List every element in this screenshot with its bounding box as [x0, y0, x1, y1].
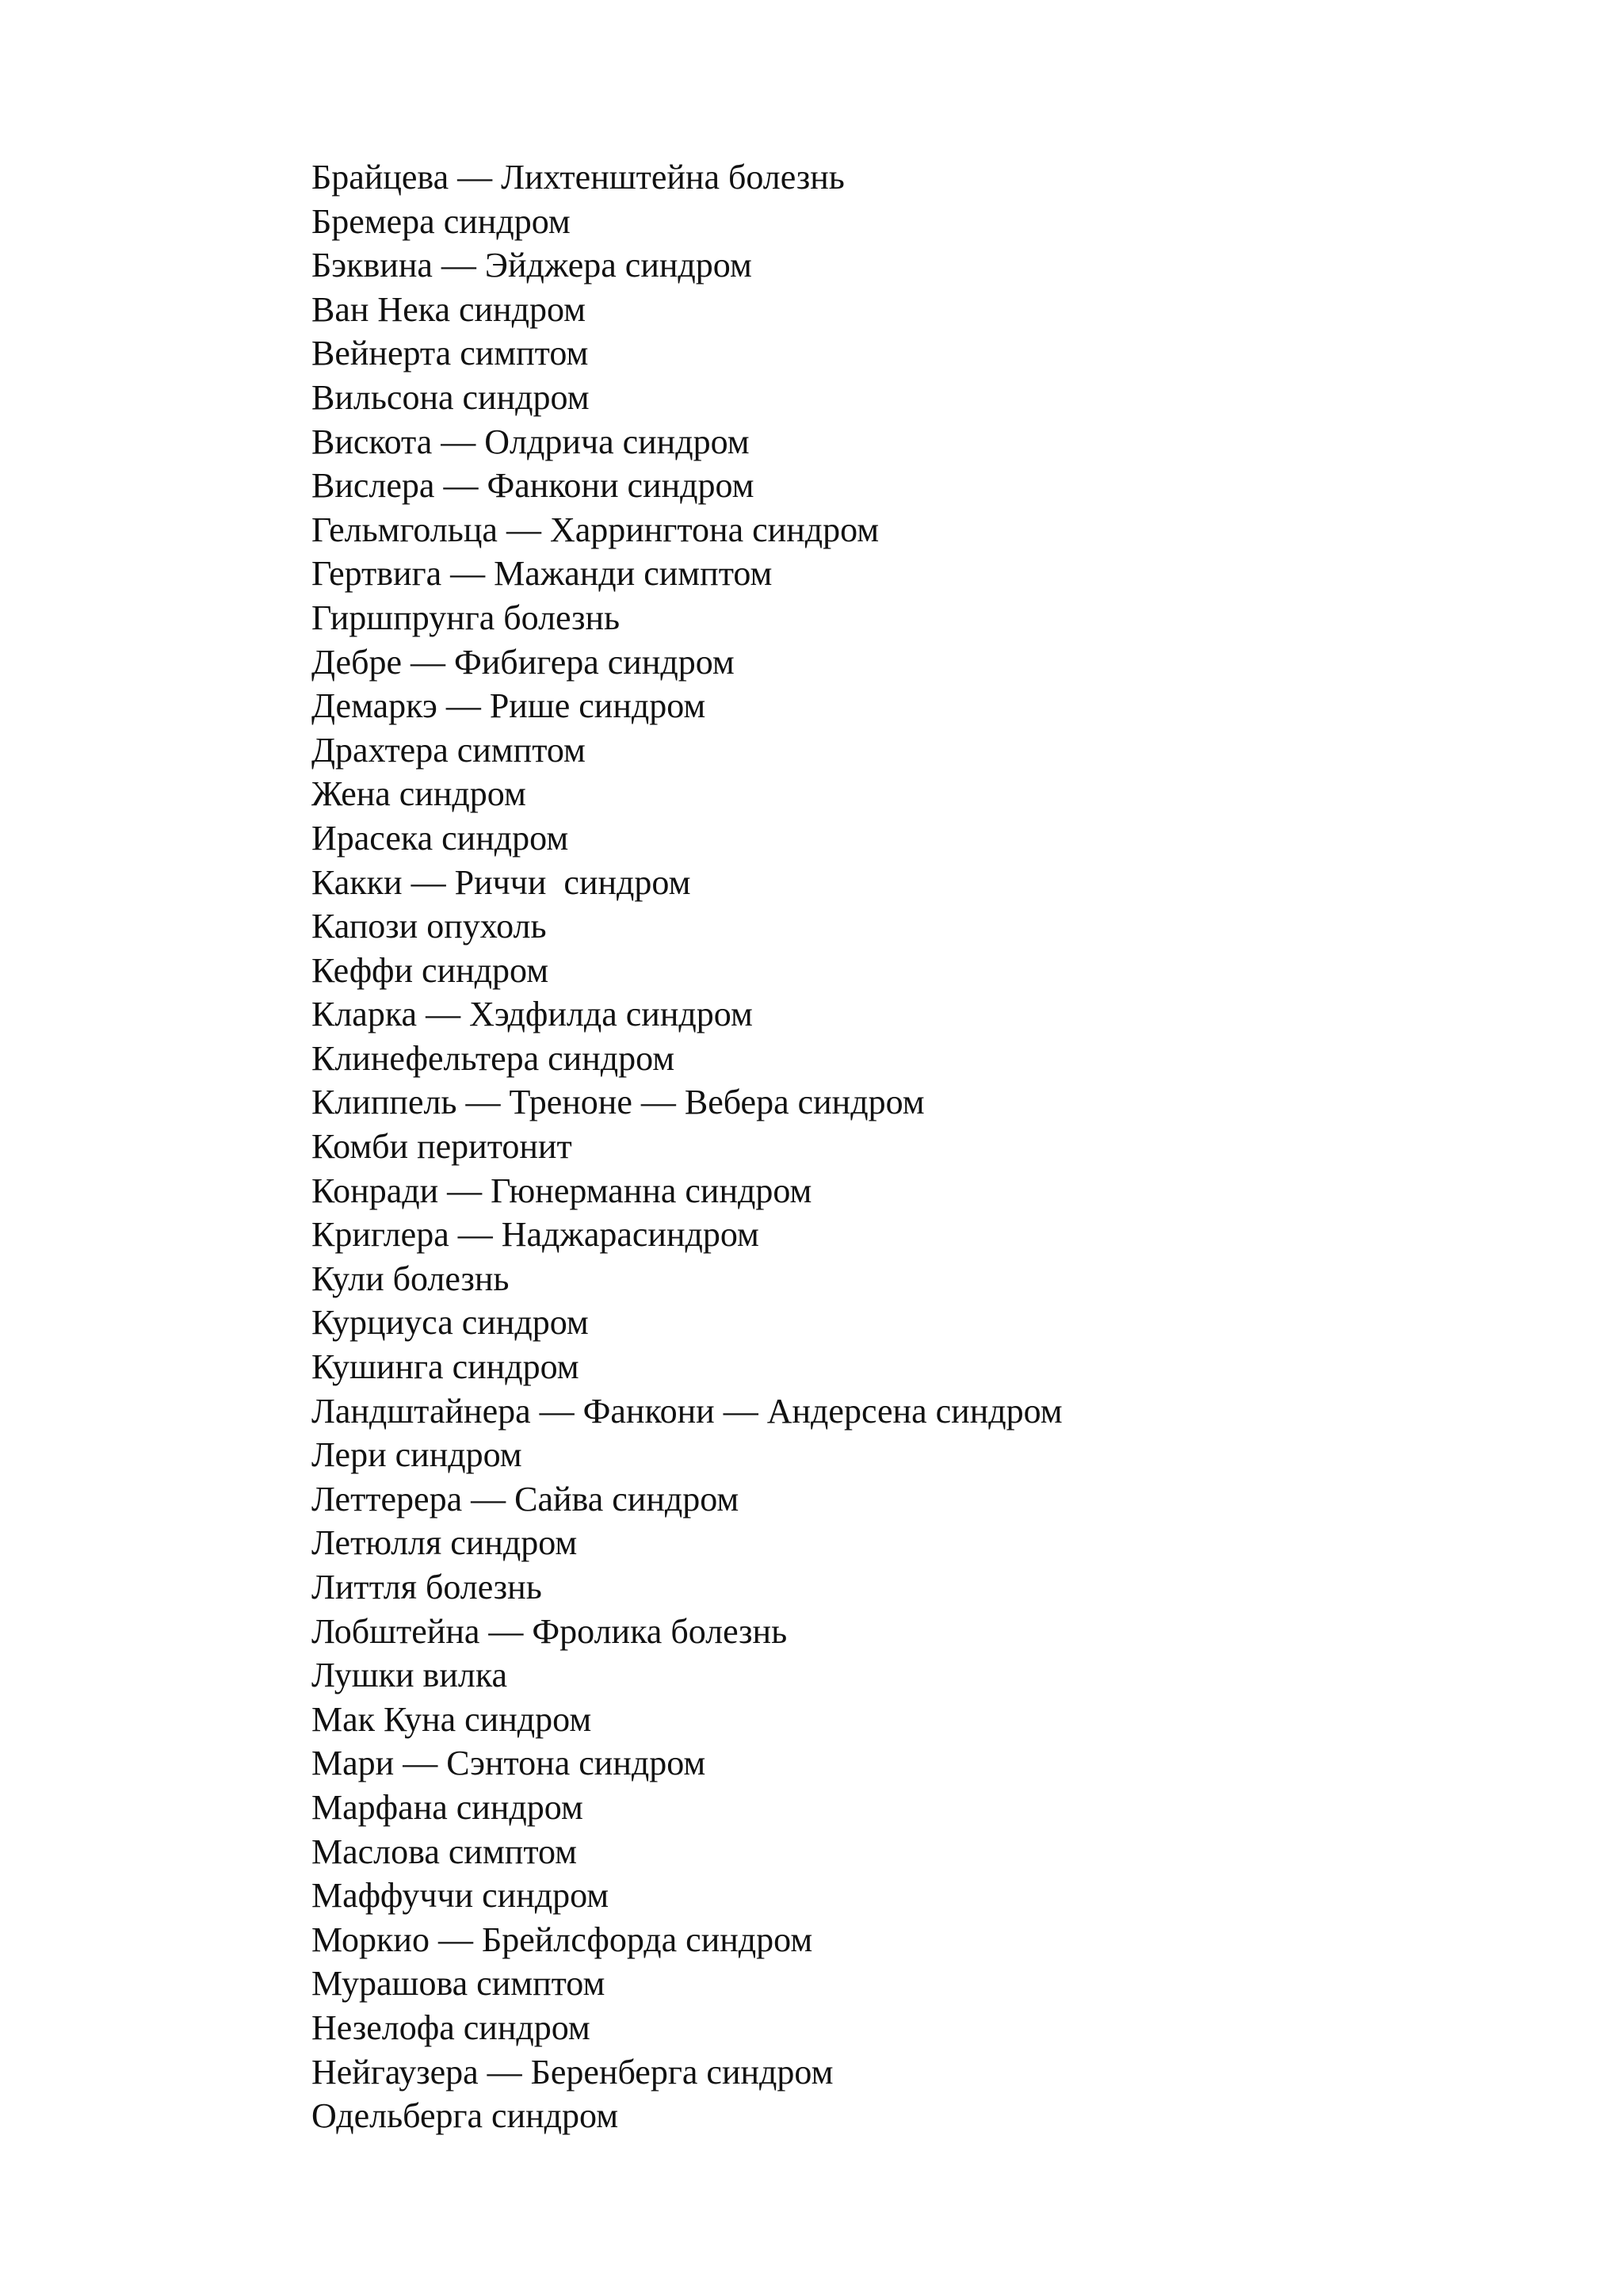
list-item: Марфана синдром — [311, 1787, 583, 1827]
list-item: Одельберга синдром — [311, 2096, 619, 2136]
list-item: Комби перитонит — [311, 1127, 572, 1167]
list-item: Маффуччи синдром — [311, 1876, 609, 1916]
list-item: Вискота — Олдрича синдром — [311, 422, 750, 461]
list-item: Какки — Риччи синдром — [311, 862, 691, 902]
list-item: Лобштейна — Фролика болезнь — [311, 1611, 788, 1651]
list-item: Маслова симптом — [311, 1832, 577, 1871]
list-item: Вейнерта симптом — [311, 334, 589, 373]
list-item: Капози опухоль — [311, 907, 547, 946]
list-item: Клиппель — Треноне — Вебера синдром — [311, 1083, 925, 1122]
list-item: Мурашова симптом — [311, 1964, 605, 2004]
list-item: Моркио — Брейлсфорда синдром — [311, 1920, 813, 1959]
list-item: Ландштайнера — Фанкони — Андерсена синдром — [311, 1391, 1063, 1431]
list-item: Леттерера — Сайва синдром — [311, 1479, 739, 1519]
list-item: Кларка — Хэдфилда синдром — [311, 995, 753, 1034]
list-item: Гиршпрунга болезнь — [311, 598, 621, 637]
list-item: Клинефельтера синдром — [311, 1038, 675, 1078]
list-item: Конради — Гюнерманна синдром — [311, 1171, 812, 1210]
list-item: Гельмгольца — Харрингтона синдром — [311, 510, 880, 549]
list-item: Бэквина — Эйджера синдром — [311, 246, 752, 285]
list-item: Курциуса синдром — [311, 1303, 589, 1343]
eponym-list — [311, 155, 1063, 2138]
list-item: Криглера — Наджарасиндром — [311, 1215, 759, 1255]
list-item: Вильсона синдром — [311, 377, 590, 417]
list-item: Лери синдром — [311, 1435, 522, 1475]
list-item: Нейгаузера — Беренберга синдром — [311, 2052, 834, 2092]
list-item: Гертвига — Мажанди симптом — [311, 554, 773, 594]
list-item: Незелофа синдром — [311, 2008, 590, 2047]
list-item: Литтля болезнь — [311, 1568, 542, 1606]
list-item: Летюлля синдром — [311, 1523, 578, 1563]
list-item: Кеффи синдром — [311, 950, 549, 990]
list-item: Ван Нека синдром — [311, 289, 586, 329]
list-item: Мак Куна синдром — [311, 1699, 592, 1739]
list-item: Брайцева — Лихтенштейна болезнь — [311, 158, 845, 197]
list-item: Лушки вилка — [311, 1656, 508, 1695]
list-item: Кули болезнь — [311, 1259, 510, 1298]
list-item: Дебре — Фибигера синдром — [311, 642, 735, 682]
list-item: Вислера — Фанкони синдром — [311, 466, 754, 506]
list-item: Демаркэ — Рише синдром — [311, 686, 706, 726]
list-item: Кушинга синдром — [311, 1347, 579, 1387]
list-item: Мари — Сэнтона синдром — [311, 1744, 706, 1783]
list-item: Ирасека синдром — [311, 818, 569, 858]
list-item: Бремера синдром — [311, 201, 571, 241]
list-item: Жена синдром — [311, 774, 526, 814]
list-item: Драхтера симптом — [311, 730, 586, 770]
